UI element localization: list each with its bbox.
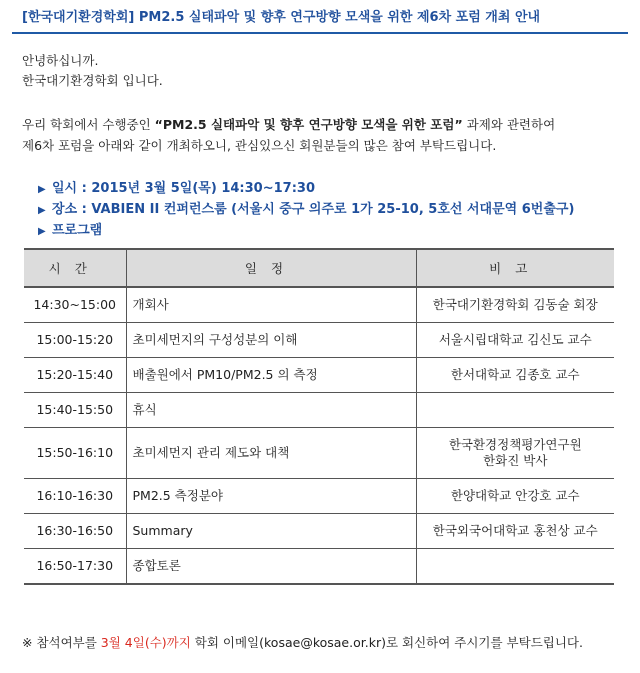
row-time: 14:30~15:00 [24, 287, 126, 323]
row-note [416, 393, 614, 428]
header-note: 비고 [416, 249, 614, 287]
row-note: 한양대학교 안강호 교수 [416, 479, 614, 514]
row-item: 배출원에서 PM10/PM2.5 의 측정 [126, 358, 416, 393]
reply-deadline: 3월 4일(수)까지 [100, 635, 191, 650]
row-item: 종합토론 [126, 549, 416, 585]
row-time: 15:00-15:20 [24, 323, 126, 358]
table-row [24, 287, 614, 323]
greeting-line-1: 안녕하십니까. [22, 53, 99, 68]
row-item: PM2.5 측정분야 [126, 479, 416, 514]
table-row [24, 323, 614, 358]
table-row [24, 549, 614, 585]
row-time: 16:50-17:30 [24, 549, 126, 585]
row-time: 15:20-15:40 [24, 358, 126, 393]
row-time: 15:40-15:50 [24, 393, 126, 428]
reply-notice-pre: ※ 참석여부를 [22, 635, 101, 650]
row-note: 한국외국어대학교 홍천상 교수 [416, 514, 614, 549]
row-note-line-2: 한화진 박사 [483, 453, 548, 468]
event-program-text: 프로그램 [52, 223, 103, 238]
row-item: Summary [126, 514, 416, 549]
row-note [416, 428, 614, 479]
row-note-line-1: 한국환경정책평가연구원 [448, 437, 582, 452]
greeting-line-2: 한국대기환경학회 입니다. [22, 73, 163, 88]
table-row [24, 428, 614, 479]
event-place [38, 201, 574, 220]
intro-line-1 [22, 116, 555, 134]
triangle-bullet-icon: ▶ [38, 226, 46, 237]
triangle-bullet-icon: ▶ [38, 205, 46, 216]
row-note [416, 549, 614, 585]
reply-notice-post: 학회 이메일(kosae@kosae.or.kr)로 회신하여 주시기를 부탁드립니다. [190, 635, 583, 650]
intro-post: 과제와 관련하여 [462, 117, 556, 132]
table-row [24, 479, 614, 514]
row-time: 15:50-16:10 [24, 428, 126, 479]
event-date [38, 180, 315, 199]
row-time: 16:30-16:50 [24, 514, 126, 549]
event-program [38, 222, 102, 241]
intro-line-2: 제6차 포럼을 아래와 같이 개최하오니, 관심있으신 회원분들의 많은 참여 부탁드립니다. [22, 138, 497, 153]
header-schedule: 일정 [126, 249, 416, 287]
intro-pre: 우리 학회에서 수행중인 [22, 117, 155, 132]
page-title: [한국대기환경학회] PM2.5 실태파악 및 향후 연구방향 모색을 위한 제6차 포럼 개최 안내 [12, 6, 628, 34]
reply-notice [22, 634, 583, 652]
intro-forum-title: “PM2.5 실태파악 및 향후 연구방향 모색을 위한 포럼” [154, 117, 463, 132]
table-header-row [24, 249, 614, 287]
schedule-table [24, 248, 614, 585]
row-note: 한국대기환경학회 김동술 회장 [416, 287, 614, 323]
row-time: 16:10-16:30 [24, 479, 126, 514]
row-note: 서울시립대학교 김신도 교수 [416, 323, 614, 358]
header-time: 시간 [24, 249, 126, 287]
row-note: 한서대학교 김종호 교수 [416, 358, 614, 393]
event-date-text: 일시 : 2015년 3월 5일(목) 14:30~17:30 [52, 181, 315, 196]
table-row [24, 514, 614, 549]
event-place-text: 장소 : VABIEN II 컨퍼런스룸 (서울시 중구 의주로 1가 25-10, 5호선 서대문역 6번출구) [52, 202, 575, 217]
triangle-bullet-icon: ▶ [38, 184, 46, 195]
row-item: 개회사 [126, 287, 416, 323]
row-item: 초미세먼지의 구성성분의 이해 [126, 323, 416, 358]
table-row [24, 358, 614, 393]
table-row [24, 393, 614, 428]
row-item: 휴식 [126, 393, 416, 428]
row-item: 초미세먼지 관리 제도와 대책 [126, 428, 416, 479]
